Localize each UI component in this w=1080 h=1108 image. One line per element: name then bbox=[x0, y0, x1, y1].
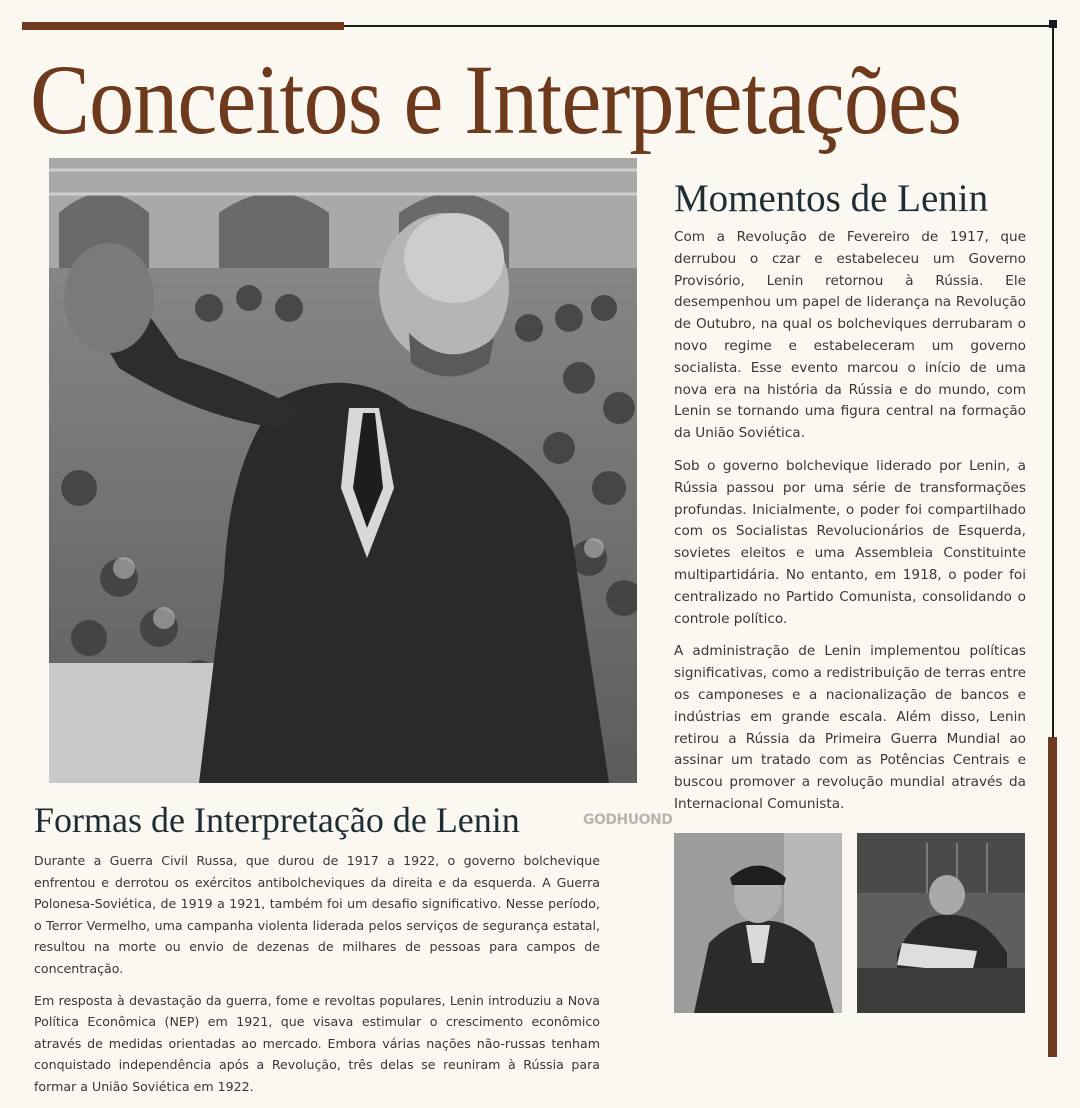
moments-paragraph: A administração de Lenin implementou políticas significativas, como a redistribuição de terras entre os camponeses e a nacionalização de bancos e indústrias em grande escala. Além disso, Lenin retirou a Rússia da Primeira Guerra Mundial ao assinar um tratado com as Potências Centrais e buscou promover a revolução mundial através da Internacional Comunista. bbox=[674, 643, 1026, 812]
top-accent-bar bbox=[22, 22, 344, 30]
interpretation-paragraph: Em resposta à devastação da guerra, fome e revoltas populares, Lenin introduziu a Nova Política Econômica (NEP) em 1921, que visava estimular o crescimento econômico através de medidas orientadas ao mercado. Embora várias nações não-russas tenham conquistado independência após a Revolução, três delas se reuniram à Rússia para formar a União Soviética em 1922. bbox=[34, 992, 600, 1094]
moments-heading: Momentos de Lenin bbox=[674, 177, 989, 220]
interpretation-text bbox=[34, 850, 600, 1108]
right-rule bbox=[1052, 27, 1054, 737]
interpretation-paragraph: Durante a Guerra Civil Russa, que durou de 1917 a 1922, o governo bolchevique enfrentou e derrotou os exércitos antibolcheviques da direita e da esquerda. A Guerra Polonesa-Soviética, de 1919 a 1921, também foi um desafio significativo. Nesse período, o Terror Vermelho, uma campanha violenta liderada pelos serviços de segurança estatal, resultou na morte ou envio de dezenas de milhares de pessoas para campos de concentração. bbox=[34, 853, 600, 976]
interpretation-heading: Formas de Interpretação de Lenin bbox=[34, 800, 520, 840]
lenin-speech-photo bbox=[49, 158, 637, 783]
top-rule bbox=[344, 25, 1056, 27]
right-accent-bar bbox=[1048, 737, 1057, 1057]
lenin-portrait-photo bbox=[674, 833, 842, 1013]
moments-text bbox=[674, 227, 1026, 827]
moments-paragraph: Com a Revolução de Fevereiro de 1917, que derrubou o czar e estabeleceu um Governo Provisório, Lenin retornou à Rússia. Ele desempenhou um papel de liderança na Revolução de Outubro, na qual os bolcheviques derrubaram o novo regime e estabeleceram um governo socialista. Esse evento marcou o início de uma nova era na história da Rússia e do mundo, com Lenin se tornando uma figura central na formação da União Soviética. bbox=[674, 229, 1026, 442]
moments-paragraph: Sob o governo bolchevique liderado por Lenin, a Rússia passou por uma série de transformações profundas. Inicialmente, o poder foi compartilhado com os Socialistas Revolucionários de Esquerda, sovietes eleitos e uma Assembleia Constituinte multipartidária. No entanto, em 1918, o poder foi centralizado no Partido Comunista, consolidando o controle político. bbox=[674, 457, 1026, 627]
watermark-logo: GODHUOND bbox=[583, 812, 673, 828]
lenin-desk-photo bbox=[857, 833, 1025, 1013]
page-title: Conceitos e Interpretações bbox=[30, 44, 962, 155]
